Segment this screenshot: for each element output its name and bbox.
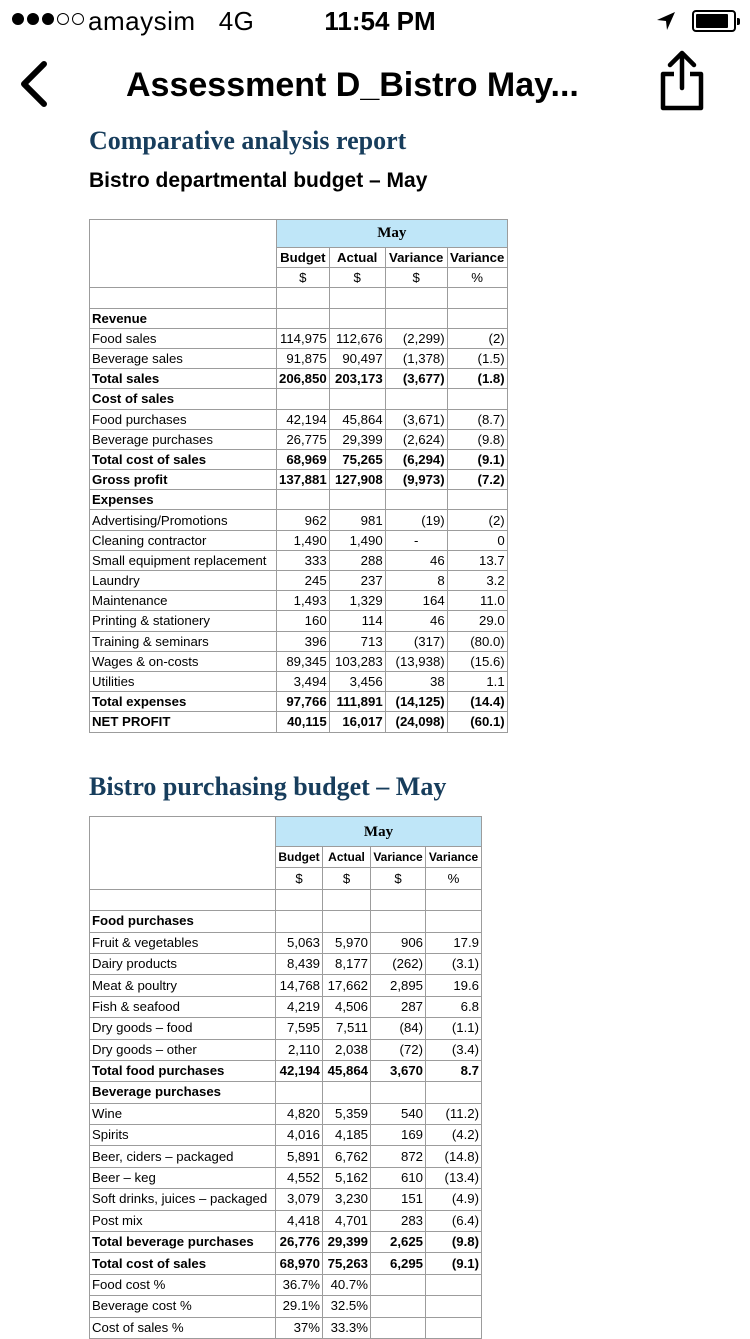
row-label: Soft drinks, juices – packaged — [90, 1189, 276, 1210]
row-label: Utilities — [90, 671, 277, 691]
row-label: Food cost % — [90, 1274, 276, 1295]
value-cell — [385, 490, 447, 510]
value-cell: 6.8 — [426, 996, 482, 1017]
location-arrow-icon — [655, 10, 677, 32]
status-bar — [0, 0, 750, 40]
document-title: Assessment D_Bistro May... — [126, 66, 579, 104]
table-row — [90, 348, 508, 368]
column-header: Actual — [323, 847, 371, 868]
value-cell: 4,506 — [323, 996, 371, 1017]
value-cell: 75,265 — [329, 449, 385, 469]
value-cell — [323, 1082, 371, 1103]
value-cell: 713 — [329, 631, 385, 651]
value-cell: 90,497 — [329, 348, 385, 368]
table-row — [90, 1210, 482, 1231]
row-label: Dairy products — [90, 953, 276, 974]
value-cell — [329, 389, 385, 409]
table-row — [90, 1039, 482, 1060]
clock: 11:54 PM — [324, 6, 436, 36]
value-cell: 6,762 — [323, 1146, 371, 1167]
value-cell: 111,891 — [329, 692, 385, 712]
table-row — [90, 1018, 482, 1039]
value-cell: 3,670 — [371, 1060, 426, 1081]
value-cell: (60.1) — [447, 712, 507, 732]
row-label: Total cost of sales — [90, 1253, 276, 1274]
value-cell: 160 — [277, 611, 330, 631]
table-row — [90, 911, 482, 932]
row-label: Food purchases — [90, 911, 276, 932]
value-cell — [323, 911, 371, 932]
column-header: Variance — [426, 847, 482, 868]
value-cell: 333 — [277, 550, 330, 570]
table-row — [90, 712, 508, 732]
table-row — [90, 932, 482, 953]
row-label: NET PROFIT — [90, 712, 277, 732]
value-cell: 68,970 — [276, 1253, 323, 1274]
table-row — [90, 550, 508, 570]
table-row — [90, 591, 508, 611]
column-header: Budget — [277, 248, 330, 268]
value-cell: (14.8) — [426, 1146, 482, 1167]
value-cell: 981 — [329, 510, 385, 530]
table-row — [90, 530, 508, 550]
value-cell — [277, 308, 330, 328]
value-cell: (7.2) — [447, 470, 507, 490]
value-cell: 19.6 — [426, 975, 482, 996]
value-cell: (262) — [371, 953, 426, 974]
row-label: Advertising/Promotions — [90, 510, 277, 530]
value-cell — [426, 1082, 482, 1103]
row-label: Meat & poultry — [90, 975, 276, 996]
value-cell: (6.4) — [426, 1210, 482, 1231]
value-cell: 3,494 — [277, 671, 330, 691]
table-row — [90, 996, 482, 1017]
table-row — [90, 409, 508, 429]
value-cell — [371, 1317, 426, 1338]
value-cell: 2,895 — [371, 975, 426, 996]
value-cell: (9.1) — [447, 449, 507, 469]
row-label: Beverage cost % — [90, 1296, 276, 1317]
value-cell: 610 — [371, 1167, 426, 1188]
value-cell: 906 — [371, 932, 426, 953]
table-row — [90, 1189, 482, 1210]
table-row — [90, 510, 508, 530]
value-cell: (3.4) — [426, 1039, 482, 1060]
row-label: Revenue — [90, 308, 277, 328]
value-cell: 29.0 — [447, 611, 507, 631]
table-row — [90, 1146, 482, 1167]
table-row — [90, 1167, 482, 1188]
value-cell: 127,908 — [329, 470, 385, 490]
value-cell — [426, 1274, 482, 1295]
departmental-budget-heading: Bistro departmental budget – May — [89, 169, 428, 192]
value-cell: 1.1 — [447, 671, 507, 691]
value-cell: 75,263 — [323, 1253, 371, 1274]
row-label: Total beverage purchases — [90, 1232, 276, 1253]
value-cell: 32.5% — [323, 1296, 371, 1317]
value-cell — [277, 389, 330, 409]
table-row — [90, 389, 508, 409]
value-cell — [447, 389, 507, 409]
value-cell: (2) — [447, 328, 507, 348]
value-cell — [276, 1082, 323, 1103]
value-cell: 5,162 — [323, 1167, 371, 1188]
value-cell — [371, 911, 426, 932]
value-cell: (8.7) — [447, 409, 507, 429]
value-cell: 245 — [277, 571, 330, 591]
table-row — [90, 1296, 482, 1317]
value-cell: 164 — [385, 591, 447, 611]
row-label: Fruit & vegetables — [90, 932, 276, 953]
value-cell: 237 — [329, 571, 385, 591]
value-cell: 1,490 — [277, 530, 330, 550]
value-cell: (1,378) — [385, 348, 447, 368]
value-cell: 4,820 — [276, 1103, 323, 1124]
value-cell: (9.8) — [447, 429, 507, 449]
value-cell: 40,115 — [277, 712, 330, 732]
value-cell: 288 — [329, 550, 385, 570]
value-cell: 17.9 — [426, 932, 482, 953]
value-cell: 396 — [277, 631, 330, 651]
value-cell: 3,230 — [323, 1189, 371, 1210]
navigation-bar — [0, 40, 750, 130]
month-header: May — [276, 817, 482, 847]
table-row — [90, 429, 508, 449]
value-cell: (9.1) — [426, 1253, 482, 1274]
value-cell: 8,439 — [276, 953, 323, 974]
value-cell — [385, 389, 447, 409]
purchasing-budget-heading: Bistro purchasing budget – May — [89, 772, 447, 801]
row-label: Wine — [90, 1103, 276, 1124]
purchasing-budget-table — [89, 816, 482, 1339]
column-header: Variance — [447, 248, 507, 268]
unit-header: $ — [277, 268, 330, 288]
value-cell: 283 — [371, 1210, 426, 1231]
table-row — [90, 1274, 482, 1295]
value-cell: 872 — [371, 1146, 426, 1167]
row-label: Spirits — [90, 1125, 276, 1146]
value-cell: (4.2) — [426, 1125, 482, 1146]
value-cell — [447, 308, 507, 328]
value-cell — [426, 1296, 482, 1317]
value-cell: 7,595 — [276, 1018, 323, 1039]
value-cell: (3,677) — [385, 369, 447, 389]
value-cell: (2,299) — [385, 328, 447, 348]
value-cell: 29,399 — [329, 429, 385, 449]
value-cell: 3,456 — [329, 671, 385, 691]
value-cell: 2,038 — [323, 1039, 371, 1060]
value-cell: 45,864 — [329, 409, 385, 429]
table-row — [90, 1253, 482, 1274]
value-cell — [371, 1274, 426, 1295]
value-cell: (24,098) — [385, 712, 447, 732]
battery-icon — [692, 10, 736, 32]
row-label: Food sales — [90, 328, 277, 348]
value-cell: (3.1) — [426, 953, 482, 974]
row-label: Total expenses — [90, 692, 277, 712]
row-label: Dry goods – other — [90, 1039, 276, 1060]
value-cell: 206,850 — [277, 369, 330, 389]
value-cell: 103,283 — [329, 651, 385, 671]
unit-header: % — [447, 268, 507, 288]
value-cell: 38 — [385, 671, 447, 691]
value-cell: 4,552 — [276, 1167, 323, 1188]
row-label: Beverage purchases — [90, 1082, 276, 1103]
row-label: Post mix — [90, 1210, 276, 1231]
row-label: Total cost of sales — [90, 449, 277, 469]
value-cell: 203,173 — [329, 369, 385, 389]
value-cell: 169 — [371, 1125, 426, 1146]
value-cell: 46 — [385, 611, 447, 631]
unit-header: $ — [276, 868, 323, 889]
value-cell: 112,676 — [329, 328, 385, 348]
value-cell: 91,875 — [277, 348, 330, 368]
value-cell: 6,295 — [371, 1253, 426, 1274]
value-cell: 5,063 — [276, 932, 323, 953]
value-cell: (9,973) — [385, 470, 447, 490]
value-cell: (1.5) — [447, 348, 507, 368]
value-cell: (317) — [385, 631, 447, 651]
value-cell: 5,359 — [323, 1103, 371, 1124]
row-label: Beverage purchases — [90, 429, 277, 449]
value-cell: 4,185 — [323, 1125, 371, 1146]
value-cell: 962 — [277, 510, 330, 530]
value-cell — [329, 490, 385, 510]
value-cell: 137,881 — [277, 470, 330, 490]
value-cell: (2) — [447, 510, 507, 530]
unit-header: % — [426, 868, 482, 889]
value-cell: (19) — [385, 510, 447, 530]
row-label: Printing & stationery — [90, 611, 277, 631]
value-cell: 114,975 — [277, 328, 330, 348]
row-label: Small equipment replacement — [90, 550, 277, 570]
network-type: 4G — [218, 6, 255, 36]
row-label: Food purchases — [90, 409, 277, 429]
value-cell: 42,194 — [277, 409, 330, 429]
value-cell: 151 — [371, 1189, 426, 1210]
value-cell: 5,891 — [276, 1146, 323, 1167]
value-cell: (2,624) — [385, 429, 447, 449]
row-label: Gross profit — [90, 470, 277, 490]
value-cell: (13,938) — [385, 651, 447, 671]
value-cell: 4,418 — [276, 1210, 323, 1231]
table-row — [90, 449, 508, 469]
value-cell: 17,662 — [323, 975, 371, 996]
value-cell: 5,970 — [323, 932, 371, 953]
back-chevron-icon[interactable] — [14, 58, 54, 110]
value-cell: 114 — [329, 611, 385, 631]
value-cell: 46 — [385, 550, 447, 570]
row-label: Maintenance — [90, 591, 277, 611]
row-label: Laundry — [90, 571, 277, 591]
value-cell: 26,776 — [276, 1232, 323, 1253]
value-cell: 8.7 — [426, 1060, 482, 1081]
value-cell: (6,294) — [385, 449, 447, 469]
value-cell: 8 — [385, 571, 447, 591]
row-label: Fish & seafood — [90, 996, 276, 1017]
value-cell: 16,017 — [329, 712, 385, 732]
row-label: Cost of sales — [90, 389, 277, 409]
value-cell: 42,194 — [276, 1060, 323, 1081]
value-cell: 37% — [276, 1317, 323, 1338]
value-cell: 8,177 — [323, 953, 371, 974]
value-cell: 3.2 — [447, 571, 507, 591]
row-label: Beverage sales — [90, 348, 277, 368]
value-cell — [329, 308, 385, 328]
unit-header: $ — [323, 868, 371, 889]
value-cell: 3,079 — [276, 1189, 323, 1210]
table-corner-cell — [90, 220, 277, 288]
table-row — [90, 1232, 482, 1253]
value-cell: (4.9) — [426, 1189, 482, 1210]
row-label: Cleaning contractor — [90, 530, 277, 550]
report-heading: Comparative analysis report — [89, 126, 407, 155]
table-corner-cell — [90, 817, 276, 890]
value-cell: 1,490 — [329, 530, 385, 550]
value-cell: 29.1% — [276, 1296, 323, 1317]
value-cell: 33.3% — [323, 1317, 371, 1338]
value-cell — [385, 308, 447, 328]
value-cell: 13.7 — [447, 550, 507, 570]
share-icon[interactable] — [655, 50, 709, 112]
value-cell: 4,016 — [276, 1125, 323, 1146]
value-cell: 4,219 — [276, 996, 323, 1017]
value-cell: (1.8) — [447, 369, 507, 389]
table-row — [90, 953, 482, 974]
value-cell: (3,671) — [385, 409, 447, 429]
column-header: Actual — [329, 248, 385, 268]
value-cell: 68,969 — [277, 449, 330, 469]
row-label: Total food purchases — [90, 1060, 276, 1081]
table-row — [90, 1082, 482, 1103]
value-cell: (80.0) — [447, 631, 507, 651]
value-cell: (14,125) — [385, 692, 447, 712]
value-cell: 1,329 — [329, 591, 385, 611]
value-cell: 29,399 — [323, 1232, 371, 1253]
row-label: Cost of sales % — [90, 1317, 276, 1338]
table-row — [90, 651, 508, 671]
table-row — [90, 369, 508, 389]
value-cell: (14.4) — [447, 692, 507, 712]
value-cell: 14,768 — [276, 975, 323, 996]
table-row — [90, 692, 508, 712]
value-cell: (1.1) — [426, 1018, 482, 1039]
departmental-budget-table — [89, 219, 508, 733]
value-cell: 36.7% — [276, 1274, 323, 1295]
value-cell: - — [385, 530, 447, 550]
value-cell: (15.6) — [447, 651, 507, 671]
value-cell: 540 — [371, 1103, 426, 1124]
value-cell: 2,110 — [276, 1039, 323, 1060]
value-cell: 11.0 — [447, 591, 507, 611]
month-header: May — [277, 220, 508, 248]
table-row — [90, 571, 508, 591]
unit-header: $ — [385, 268, 447, 288]
table-row — [90, 631, 508, 651]
value-cell — [371, 1082, 426, 1103]
value-cell: (13.4) — [426, 1167, 482, 1188]
column-header: Budget — [276, 847, 323, 868]
table-row — [90, 308, 508, 328]
value-cell: (11.2) — [426, 1103, 482, 1124]
value-cell: 7,511 — [323, 1018, 371, 1039]
value-cell: (84) — [371, 1018, 426, 1039]
value-cell — [426, 1317, 482, 1338]
table-row — [90, 1103, 482, 1124]
table-row — [90, 1060, 482, 1081]
row-label: Dry goods – food — [90, 1018, 276, 1039]
value-cell: 45,864 — [323, 1060, 371, 1081]
value-cell: 89,345 — [277, 651, 330, 671]
value-cell: (9.8) — [426, 1232, 482, 1253]
table-row — [90, 470, 508, 490]
column-header: Variance — [371, 847, 426, 868]
table-row — [90, 611, 508, 631]
row-label: Beer, ciders – packaged — [90, 1146, 276, 1167]
value-cell — [277, 490, 330, 510]
column-header: Variance — [385, 248, 447, 268]
value-cell: (72) — [371, 1039, 426, 1060]
carrier-label: amaysim 4G — [88, 6, 255, 36]
value-cell — [426, 911, 482, 932]
row-label: Wages & on-costs — [90, 651, 277, 671]
table-row — [90, 975, 482, 996]
unit-header: $ — [329, 268, 385, 288]
unit-header: $ — [371, 868, 426, 889]
value-cell: 0 — [447, 530, 507, 550]
row-label: Beer – keg — [90, 1167, 276, 1188]
value-cell: 4,701 — [323, 1210, 371, 1231]
value-cell: 40.7% — [323, 1274, 371, 1295]
row-label: Total sales — [90, 369, 277, 389]
table-row — [90, 490, 508, 510]
value-cell: 1,493 — [277, 591, 330, 611]
value-cell — [371, 1296, 426, 1317]
value-cell: 287 — [371, 996, 426, 1017]
table-row — [90, 1317, 482, 1338]
row-label: Training & seminars — [90, 631, 277, 651]
table-row — [90, 671, 508, 691]
table-row — [90, 328, 508, 348]
value-cell: 97,766 — [277, 692, 330, 712]
value-cell — [447, 490, 507, 510]
table-row — [90, 1125, 482, 1146]
value-cell — [276, 911, 323, 932]
value-cell: 2,625 — [371, 1232, 426, 1253]
value-cell: 26,775 — [277, 429, 330, 449]
row-label: Expenses — [90, 490, 277, 510]
